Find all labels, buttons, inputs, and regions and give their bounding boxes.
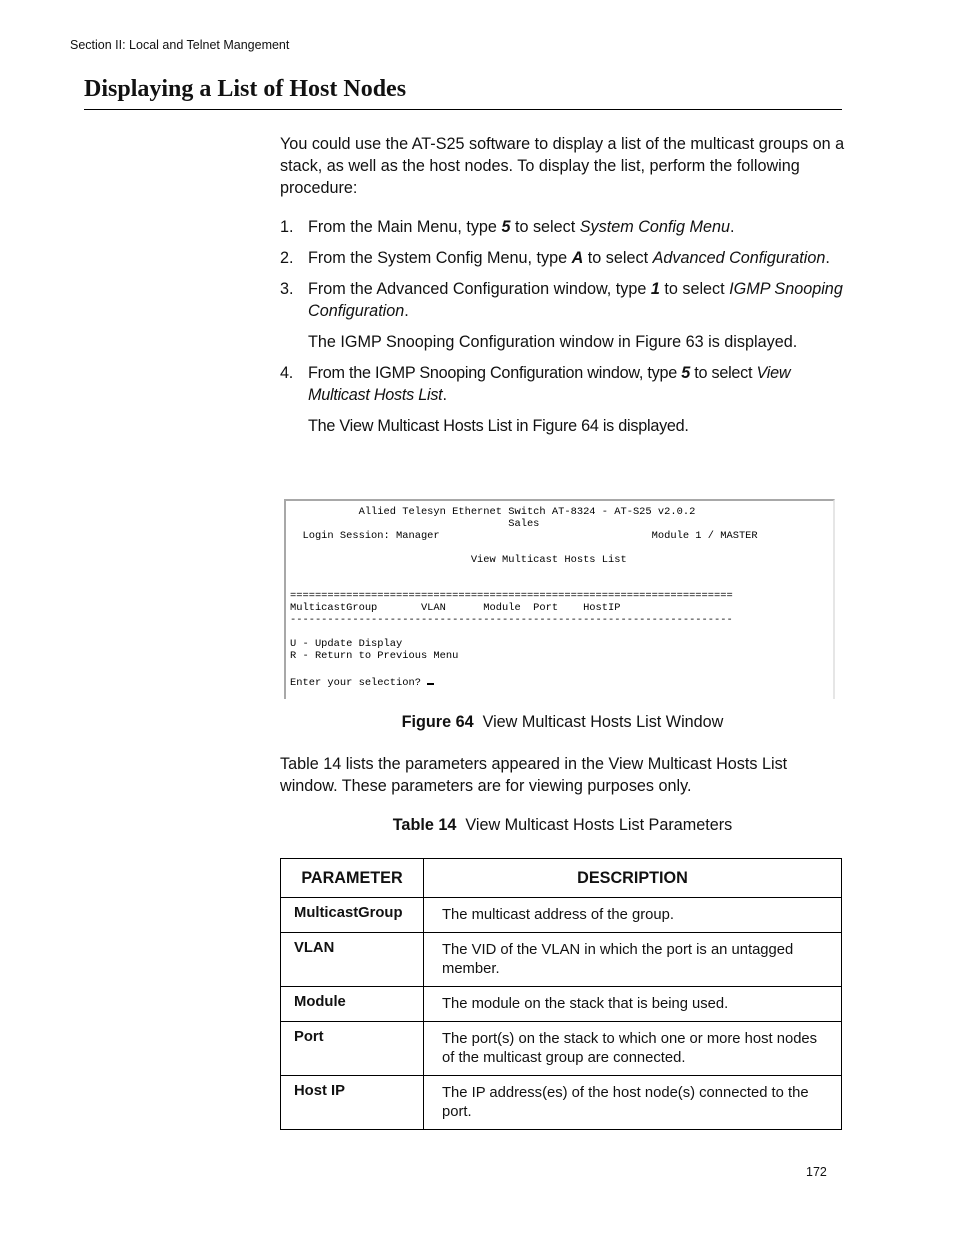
table-row	[281, 987, 842, 1022]
terminal-line: Allied Telesyn Ethernet Switch AT-8324 - AT-S25 v2.0.2	[290, 506, 696, 518]
running-header: Section II: Local and Telnet Mangement	[70, 38, 290, 52]
terminal-screenshot	[284, 499, 835, 699]
table-row	[281, 1076, 842, 1130]
description-cell: The IP address(es) of the host node(s) connected to the port.	[424, 1076, 842, 1130]
terminal-line: -----------------------------------------------------------------------	[290, 614, 733, 626]
step-text: .	[442, 386, 447, 404]
step-note: The View Multicast Hosts List in Figure 64 is displayed.	[308, 417, 689, 435]
step-text: From the System Config Menu, type	[308, 249, 572, 267]
step-key: 5	[501, 218, 511, 236]
step-text: to select	[510, 218, 580, 236]
parameter-cell: Host IP	[281, 1076, 424, 1130]
title-divider	[84, 109, 842, 110]
table-label: Table 14	[392, 816, 457, 834]
step-target: IGMP Snooping Configuration	[308, 280, 843, 320]
description-cell: The port(s) on the stack to which one or more host nodes of the multicast group are connected.	[424, 1022, 842, 1076]
step-text: From the IGMP Snooping Configuration window, type	[308, 364, 682, 382]
terminal-text	[290, 506, 758, 689]
step-target: Advanced Configuration	[652, 249, 826, 267]
figure-label: Figure 64	[401, 713, 474, 731]
description-cell: The module on the stack that is being used.	[424, 987, 842, 1022]
parameter-cell: MulticastGroup	[281, 898, 424, 933]
intro-paragraph: You could use the AT-S25 software to display a list of the multicast groups on a stack, as well as the host nodes. To display the list, perform the following procedure:	[280, 135, 845, 197]
description-cell: The multicast address of the group.	[424, 898, 842, 933]
parameter-cell: Port	[281, 1022, 424, 1076]
step-2	[280, 247, 845, 269]
table-row	[281, 898, 842, 933]
step-key: A	[571, 249, 584, 267]
step-number: 1.	[280, 218, 294, 236]
terminal-line: R - Return to Previous Menu	[290, 650, 459, 662]
step-target: System Config Menu	[579, 218, 730, 236]
step-text: .	[825, 249, 830, 267]
terminal-prompt: Enter your selection?	[290, 677, 428, 689]
parameters-table	[280, 858, 842, 1130]
step-text: .	[729, 218, 735, 236]
step-4	[280, 362, 845, 437]
step-number: 4.	[280, 364, 294, 382]
table-header-row	[281, 859, 842, 898]
step-note: The IGMP Snooping Configuration window in Figure 63 is displayed.	[308, 333, 798, 351]
parameter-cell: Module	[281, 987, 424, 1022]
step-key: 1	[650, 280, 660, 298]
terminal-line: U - Update Display	[290, 638, 403, 650]
step-key: 5	[681, 364, 690, 382]
description-cell: The VID of the VLAN in which the port is an untagged member.	[424, 933, 842, 987]
step-number: 2.	[280, 249, 294, 267]
terminal-line: Sales	[290, 518, 540, 530]
terminal-line: Login Session: Manager Module 1 / MASTER	[290, 530, 758, 542]
column-header-description: DESCRIPTION	[424, 859, 842, 898]
parameter-cell: VLAN	[281, 933, 424, 987]
step-text: to select	[659, 280, 730, 298]
page-title: Displaying a List of Host Nodes	[84, 76, 407, 102]
step-number: 3.	[280, 280, 294, 298]
step-1	[280, 216, 845, 238]
step-3	[280, 278, 845, 353]
table-caption-text: View Multicast Hosts List Parameters	[465, 816, 733, 834]
step-text: to select	[689, 364, 757, 382]
step-target: View Multicast Hosts List	[308, 364, 791, 404]
cursor-icon	[427, 674, 434, 685]
terminal-line: View Multicast Hosts List	[290, 554, 627, 566]
figure-text: View Multicast Hosts List Window	[482, 713, 724, 731]
step-text: to select	[583, 249, 653, 267]
figure-caption	[280, 713, 845, 732]
table-caption	[280, 816, 845, 835]
step-text: .	[404, 302, 409, 320]
table-intro-paragraph: Table 14 lists the parameters appeared in the View Multicast Hosts List window. These parameters are for viewing purposes only.	[280, 755, 788, 795]
table-row	[281, 1022, 842, 1076]
step-text: From the Advanced Configuration window, type	[308, 280, 651, 298]
procedure-steps	[280, 216, 845, 446]
table-row	[281, 933, 842, 987]
step-text: From the Main Menu, type	[308, 218, 502, 236]
page-number: 172	[806, 1165, 827, 1179]
column-header-parameter: PARAMETER	[281, 859, 424, 898]
terminal-line: MulticastGroup VLAN Module Port HostIP	[290, 602, 621, 614]
terminal-line: =======================================================================	[290, 590, 733, 602]
